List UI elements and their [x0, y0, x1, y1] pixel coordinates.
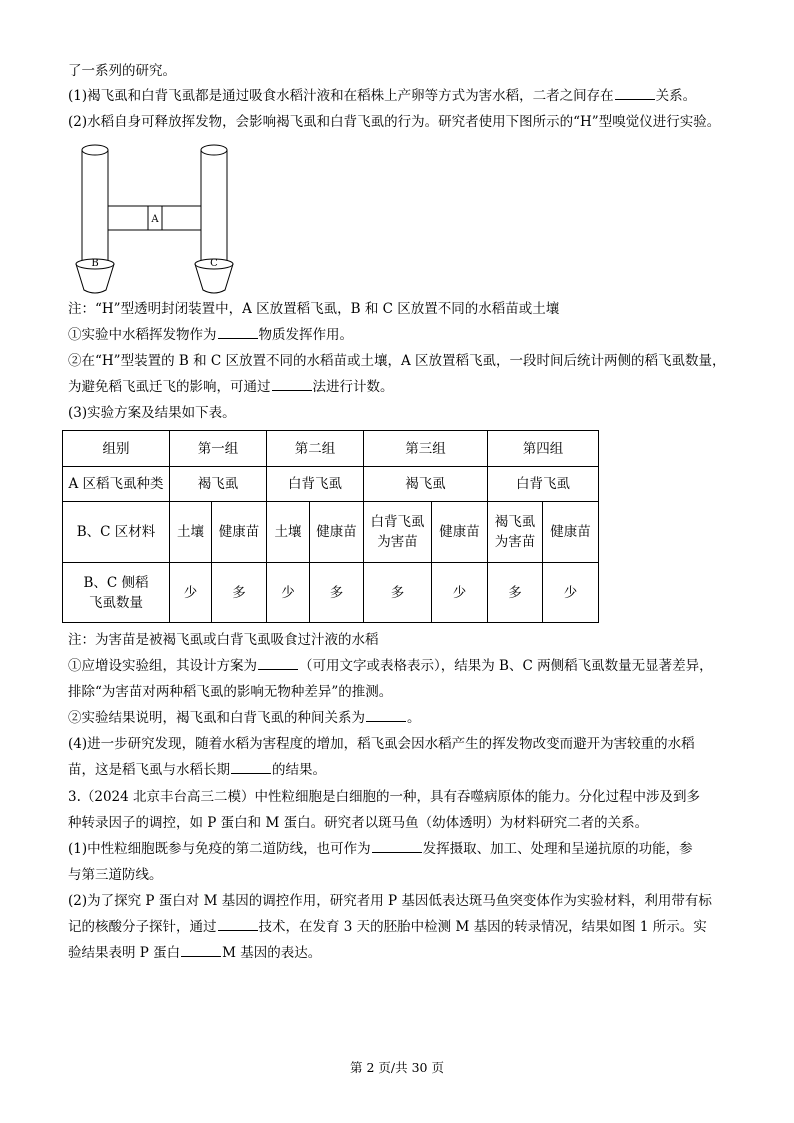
left-tube — [82, 150, 108, 260]
text-line: 了一系列的研究。 — [68, 63, 176, 79]
table-cell: 少 — [432, 563, 488, 623]
table-cell: 第二组 — [267, 431, 364, 467]
table-cell: 白背飞虱为害苗 — [364, 502, 432, 563]
answer-blank[interactable] — [231, 761, 271, 774]
text-line: 记的核酸分子探针，通过 技术，在发育 3 天的胚胎中检测 M 基因的转录情况，结果如图 1 所示。实 — [68, 919, 707, 935]
zone-a-label: A — [151, 214, 159, 225]
table-cell: 褐飞虱 — [170, 467, 267, 502]
table-note: 注：为害苗是被褐飞虱或白背飞虱吸食过汁液的水稻 — [68, 632, 379, 648]
table-cell: 第一组 — [170, 431, 267, 467]
answer-blank[interactable] — [218, 326, 258, 339]
question-2-2-2: ②在“H”型装置的 B 和 C 区放置不同的水稻苗或土壤，A 区放置稻飞虱，一段时间后统计两侧的稻飞虱数量， — [68, 353, 726, 369]
table-cell: 多 — [310, 563, 364, 623]
table-cell: 少 — [170, 563, 212, 623]
zone-b-label: B — [91, 258, 99, 269]
right-tube — [201, 150, 227, 260]
table-cell: 第三组 — [364, 431, 488, 467]
diagram-note: 注：“H”型透明封闭装置中，A 区放置稻飞虱，B 和 C 区放置不同的水稻苗或土壤 — [68, 301, 560, 317]
table-header-cell: A 区稻飞虱种类 — [63, 467, 170, 502]
table-cell: 土壤 — [267, 502, 310, 563]
right-tube-top — [201, 145, 227, 155]
question-2-2-1: ①实验中水稻挥发物作为 物质发挥作用。 — [68, 327, 353, 343]
answer-blank[interactable] — [372, 840, 422, 853]
answer-blank[interactable] — [615, 87, 655, 100]
table-header-cell: B、C 侧稻飞虱数量 — [63, 563, 170, 623]
table-cell: 健康苗 — [543, 502, 599, 563]
text-line: 与第三道防线。 — [68, 867, 163, 883]
table-header-cell: B、C 区材料 — [63, 502, 170, 563]
page-footer: 第 2 页/共 30 页 — [350, 1060, 444, 1075]
table-row — [63, 563, 599, 623]
question-3-intro: 3.（2024 北京丰台高三二模）中性粒细胞是白细胞的一种，具有吞噬病原体的能力。分化过程中涉及到多 — [68, 789, 701, 805]
table-cell: 土壤 — [170, 502, 212, 563]
table-row — [63, 467, 599, 502]
question-2-2: (2)水稻自身可释放挥发物，会影响褐飞虱和白背飞虱的行为。研究者使用下图所示的“H”型嗅觉仪进行实验。 — [68, 114, 721, 130]
h-olfactometer-diagram — [74, 140, 246, 302]
table-cell: 少 — [543, 563, 599, 623]
table-row — [63, 431, 599, 467]
question-2-4: (4)进一步研究发现，随着水稻为害程度的增加，稻飞虱会因水稻产生的挥发物改变而避开为害较重的水稻 — [68, 736, 695, 752]
zone-c-label: C — [210, 258, 218, 269]
table-cell: 少 — [267, 563, 310, 623]
question-3-1: (1)中性粒细胞既参与免疫的第二道防线，也可作为 发挥摄取、加工、处理和呈递抗原的功能，参 — [68, 841, 693, 857]
table-cell: 健康苗 — [432, 502, 488, 563]
question-2-1: (1)褐飞虱和白背飞虱都是通过吸食水稻汁液和在稻株上产卵等方式为害水稻，二者之间存在 关系。 — [68, 88, 697, 104]
table-cell: 健康苗 — [212, 502, 267, 563]
experiment-table — [62, 430, 599, 623]
table-row — [63, 502, 599, 563]
text-line: 排除“为害苗对两种稻飞虱的影响无物种差异”的推测。 — [68, 684, 393, 700]
table-cell: 多 — [212, 563, 267, 623]
answer-blank[interactable] — [272, 378, 312, 391]
table-cell: 白背飞虱 — [488, 467, 599, 502]
table-header-cell: 组别 — [63, 431, 170, 467]
table-cell: 多 — [488, 563, 543, 623]
question-2-3-2: ②实验结果说明，褐飞虱和白背飞虱的种间关系为 。 — [68, 710, 421, 726]
text-line: 苗，这是稻飞虱与水稻长期 的结果。 — [68, 762, 326, 778]
answer-blank[interactable] — [218, 918, 258, 931]
table-cell: 白背飞虱 — [267, 467, 364, 502]
answer-blank[interactable] — [258, 657, 298, 670]
question-2-3: (3)实验方案及结果如下表。 — [68, 405, 236, 421]
left-tube-top — [82, 145, 108, 155]
table-cell: 褐飞虱为害苗 — [488, 502, 543, 563]
table-cell: 褐飞虱 — [364, 467, 488, 502]
table-cell: 第四组 — [488, 431, 599, 467]
table-cell: 健康苗 — [310, 502, 364, 563]
text-line: 为避免稻飞虱迁飞的影响，可通过 法进行计数。 — [68, 379, 394, 395]
answer-blank[interactable] — [366, 709, 406, 722]
text-line: 种转录因子的调控，如 P 蛋白和 M 蛋白。研究者以斑马鱼（幼体透明）为材料研究二者的关系。 — [68, 815, 649, 831]
table-cell: 多 — [364, 563, 432, 623]
text-line: 验结果表明 P 蛋白 M 基因的表达。 — [68, 945, 322, 961]
answer-blank[interactable] — [181, 944, 221, 957]
question-3-2: (2)为了探究 P 蛋白对 M 基因的调控作用，研究者用 P 基因低表达斑马鱼突变体作为实验材料，利用带有标 — [68, 893, 712, 909]
question-2-3-1: ①应增设实验组，其设计方案为 （可用文字或表格表示），结果为 B、C 两侧稻飞虱数量无显著差异， — [68, 658, 713, 674]
